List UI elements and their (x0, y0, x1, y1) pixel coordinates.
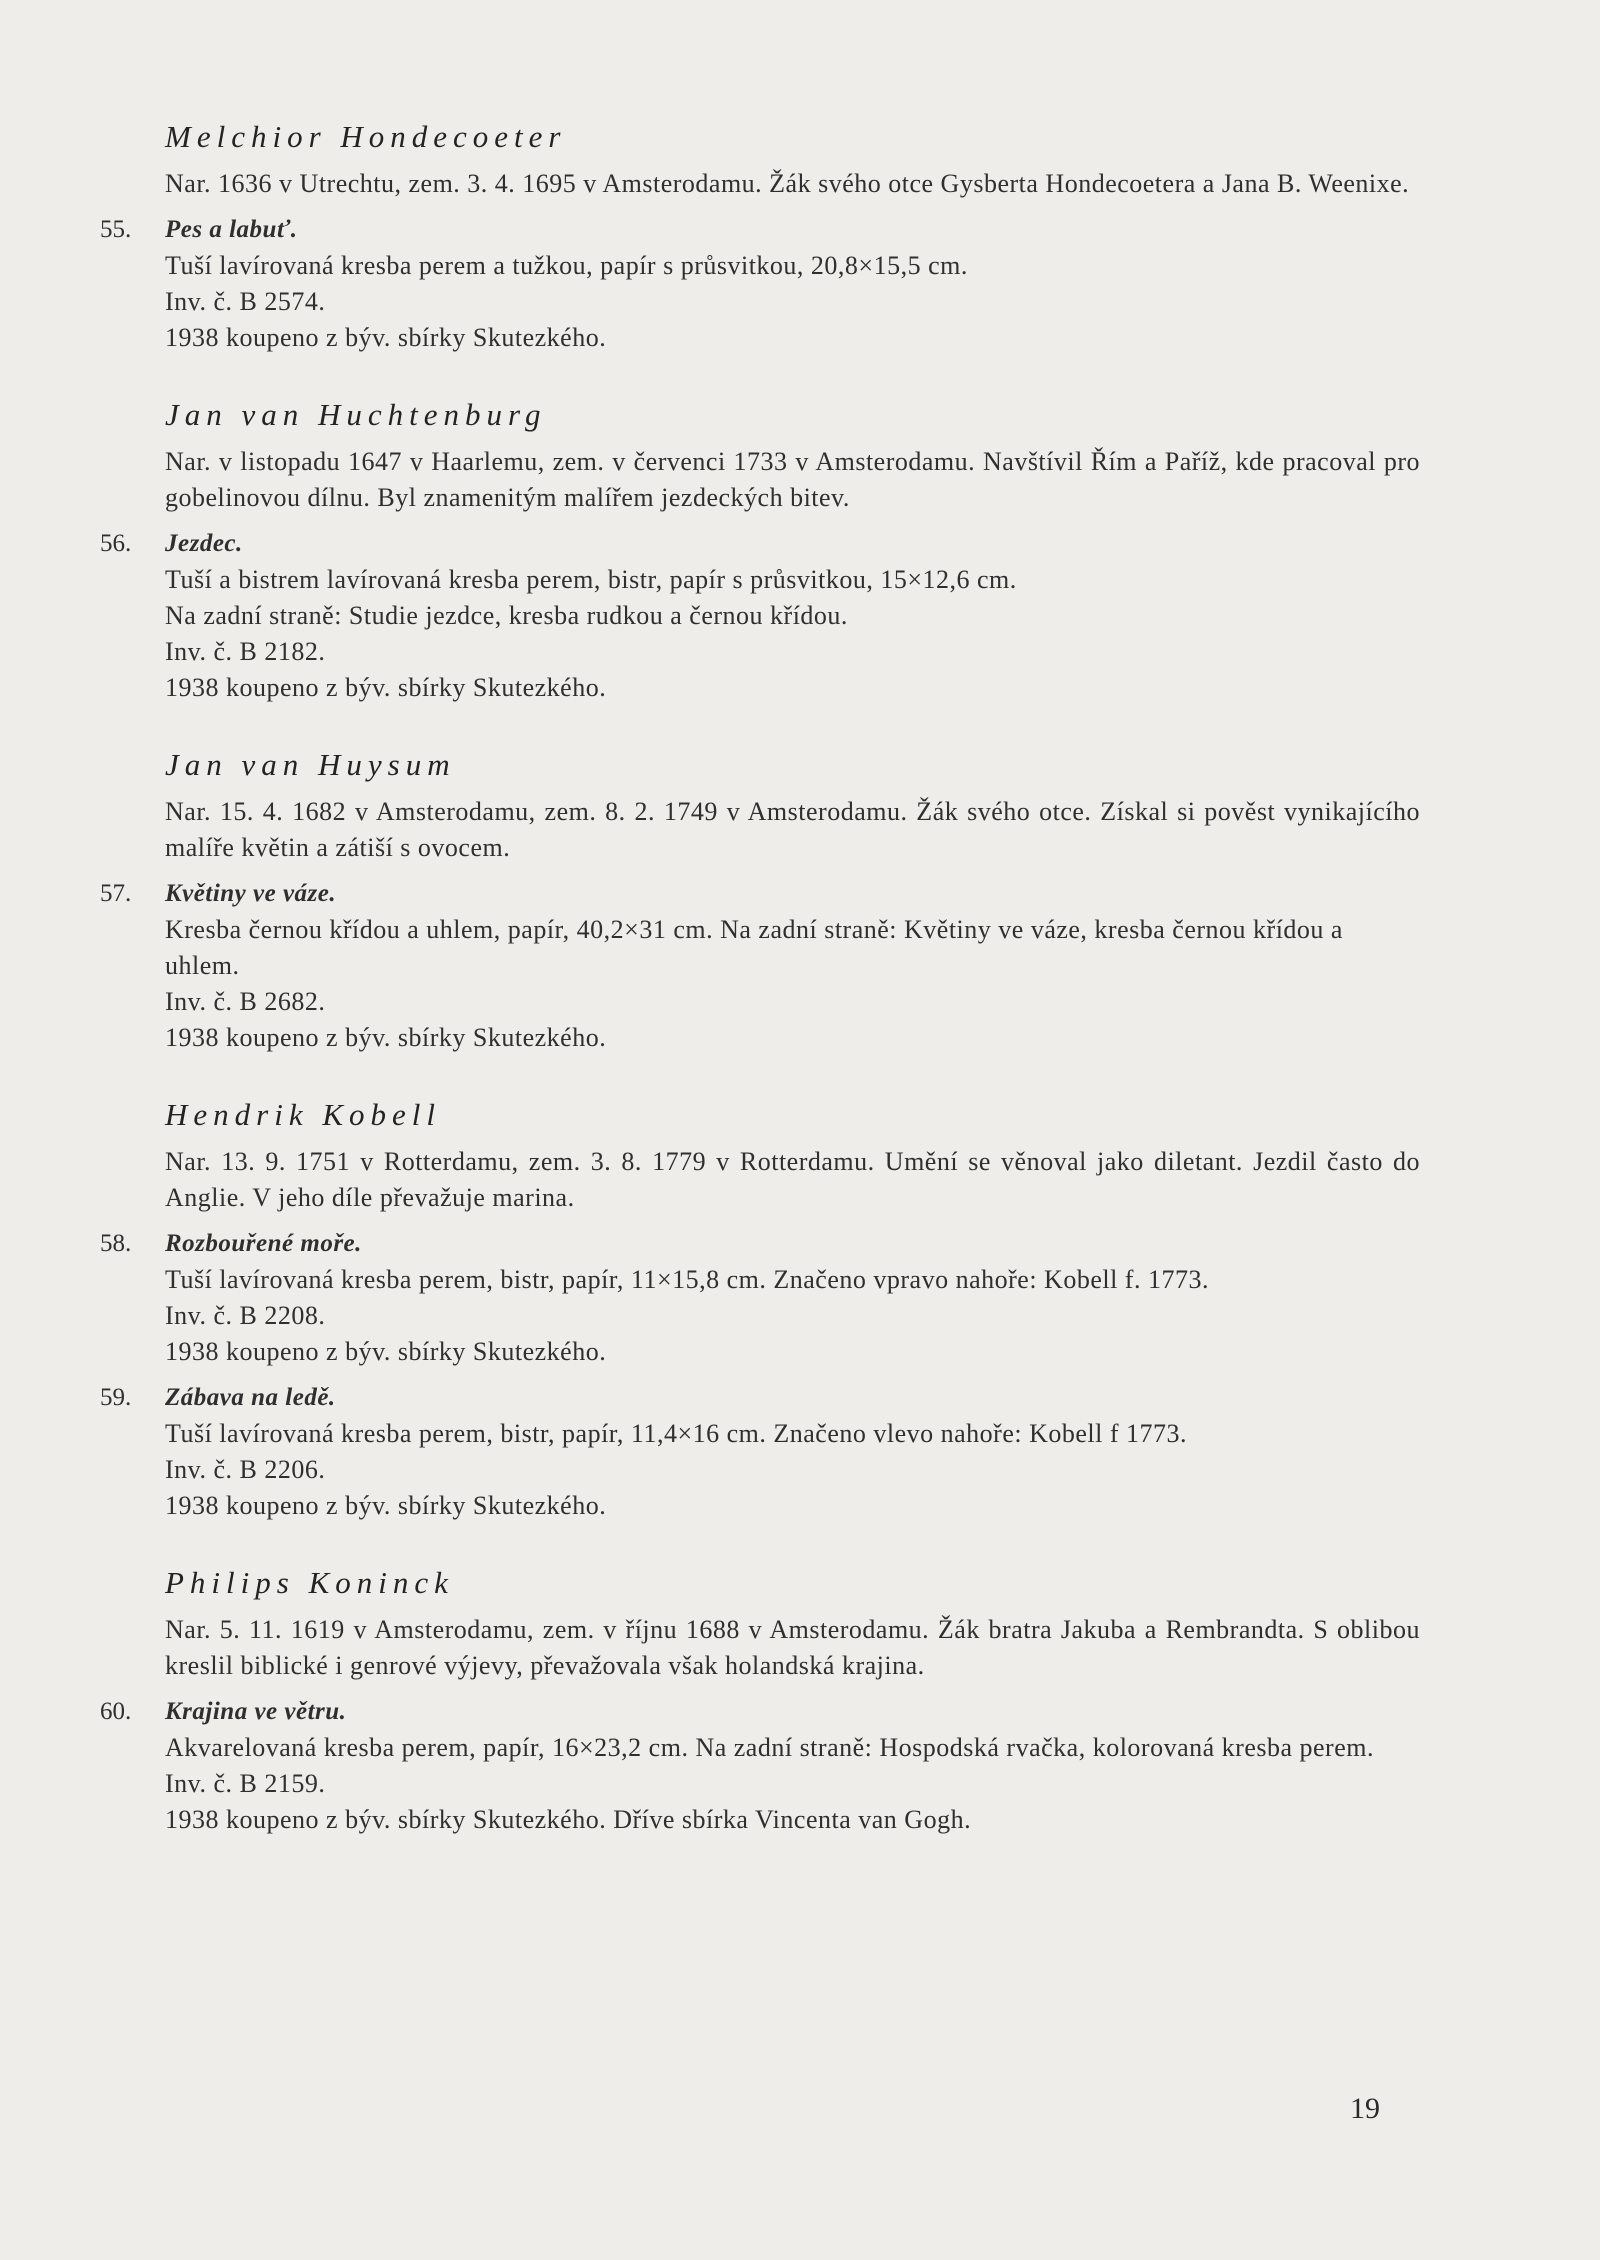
entry-detail-line: Inv. č. B 2159. (165, 1769, 326, 1798)
entry-number: 55. (100, 216, 132, 243)
entry-body (165, 1226, 1420, 1370)
entry-detail-line: 1938 koupeno z býv. sbírky Skutezkého. (165, 1337, 607, 1366)
entry-detail-line: Inv. č. B 2182. (165, 637, 326, 666)
catalog-entry (100, 876, 1420, 1056)
entry-body (165, 212, 1420, 356)
entry-title: Květiny ve váze. (165, 880, 337, 907)
artist-section (100, 1096, 1420, 1524)
entry-detail-line: Kresba černou křídou a uhlem, papír, 40,2×31 cm. Na zadní straně: Květiny ve váze, kresba černou křídou a uhlem. (165, 915, 1343, 980)
catalog-entry (100, 1226, 1420, 1370)
entry-title: Jezdec. (165, 530, 243, 557)
artist-name: Melchior Hondecoeter (165, 119, 567, 154)
artist-section (100, 118, 1420, 356)
page-number: 19 (1350, 2092, 1380, 2125)
entry-detail-line: Inv. č. B 2574. (165, 287, 326, 316)
entry-detail-line: 1938 koupeno z býv. sbírky Skutezkého. Dříve sbírka Vincenta van Gogh. (165, 1805, 972, 1834)
entry-title: Zábava na ledě. (165, 1384, 336, 1411)
entry-title: Rozbouřené moře. (165, 1230, 362, 1257)
entry-body (165, 1694, 1420, 1838)
artist-name: Hendrik Kobell (165, 1097, 441, 1132)
entry-body (165, 1380, 1420, 1524)
artist-bio: Nar. 1636 v Utrechtu, zem. 3. 4. 1695 v Amsterodamu. Žák svého otce Gysberta Hondecoetera a Jana B. Weenixe. (165, 169, 1410, 198)
entry-detail-line: Inv. č. B 2682. (165, 987, 326, 1016)
entry-detail-line: 1938 koupeno z býv. sbírky Skutezkého. (165, 1023, 607, 1052)
artist-bio: Nar. 13. 9. 1751 v Rotterdamu, zem. 3. 8. 1779 v Rotterdamu. Umění se věnoval jako diletant. Jezdil často do Anglie. V jeho díle převažuje marina. (165, 1147, 1420, 1212)
entry-number: 59. (100, 1384, 132, 1411)
entry-number: 57. (100, 880, 132, 907)
catalog-entry (100, 1380, 1420, 1524)
entry-detail-line: Tuší lavírovaná kresba perem, bistr, papír, 11,4×16 cm. Značeno vlevo nahoře: Kobell f 1773. (165, 1419, 1188, 1448)
artist-bio: Nar. v listopadu 1647 v Haarlemu, zem. v červenci 1733 v Amsterodamu. Navštívil Řím a Paříž, kde pracoval pro gobelinovou dílnu. Byl znamenitým malířem jezdeckých bitev. (165, 447, 1420, 512)
catalog-entry (100, 212, 1420, 356)
artist-section (100, 1564, 1420, 1838)
entry-detail-line: Tuší a bistrem lavírovaná kresba perem, bistr, papír s průsvitkou, 15×12,6 cm. (165, 565, 1017, 594)
catalog-entry (100, 1694, 1420, 1838)
entry-body (165, 526, 1420, 706)
catalog-entry (100, 526, 1420, 706)
entry-detail-line: 1938 koupeno z býv. sbírky Skutezkého. (165, 323, 607, 352)
entry-detail-line: Tuší lavírovaná kresba perem, bistr, papír, 11×15,8 cm. Značeno vpravo nahoře: Kobell f. 1773. (165, 1265, 1209, 1294)
entry-number: 58. (100, 1230, 132, 1257)
artist-section (100, 396, 1420, 706)
artist-section (100, 746, 1420, 1056)
artist-bio: Nar. 15. 4. 1682 v Amsterodamu, zem. 8. 2. 1749 v Amsterodamu. Žák svého otce. Získal si pověst vynikajícího malíře květin a zátiší s ovocem. (165, 797, 1420, 862)
artist-bio: Nar. 5. 11. 1619 v Amsterodamu, zem. v říjnu 1688 v Amsterodamu. Žák bratra Jakuba a Rembrandta. S oblibou kreslil biblické i genrové výjevy, převažovala však holandská krajina. (165, 1615, 1420, 1680)
entry-body (165, 876, 1420, 1056)
entry-title: Krajina ve větru. (165, 1698, 347, 1725)
entry-detail-line: Na zadní straně: Studie jezdce, kresba rudkou a černou křídou. (165, 601, 848, 630)
entry-detail-line: Akvarelovaná kresba perem, papír, 16×23,2 cm. Na zadní straně: Hospodská rvačka, kolorovaná kresba perem. (165, 1733, 1374, 1762)
entry-number: 56. (100, 530, 132, 557)
entry-number: 60. (100, 1698, 132, 1725)
entry-detail-line: Inv. č. B 2206. (165, 1455, 326, 1484)
entry-detail-line: Inv. č. B 2208. (165, 1301, 326, 1330)
entry-title: Pes a labuť. (165, 216, 298, 243)
artist-name: Philips Koninck (165, 1565, 454, 1600)
entry-detail-line: 1938 koupeno z býv. sbírky Skutezkého. (165, 673, 607, 702)
artist-name: Jan van Huchtenburg (165, 397, 547, 432)
artist-name: Jan van Huysum (165, 747, 456, 782)
entry-detail-line: 1938 koupeno z býv. sbírky Skutezkého. (165, 1491, 607, 1520)
catalog-content (100, 118, 1420, 1838)
entry-detail-line: Tuší lavírovaná kresba perem a tužkou, papír s průsvitkou, 20,8×15,5 cm. (165, 251, 968, 280)
